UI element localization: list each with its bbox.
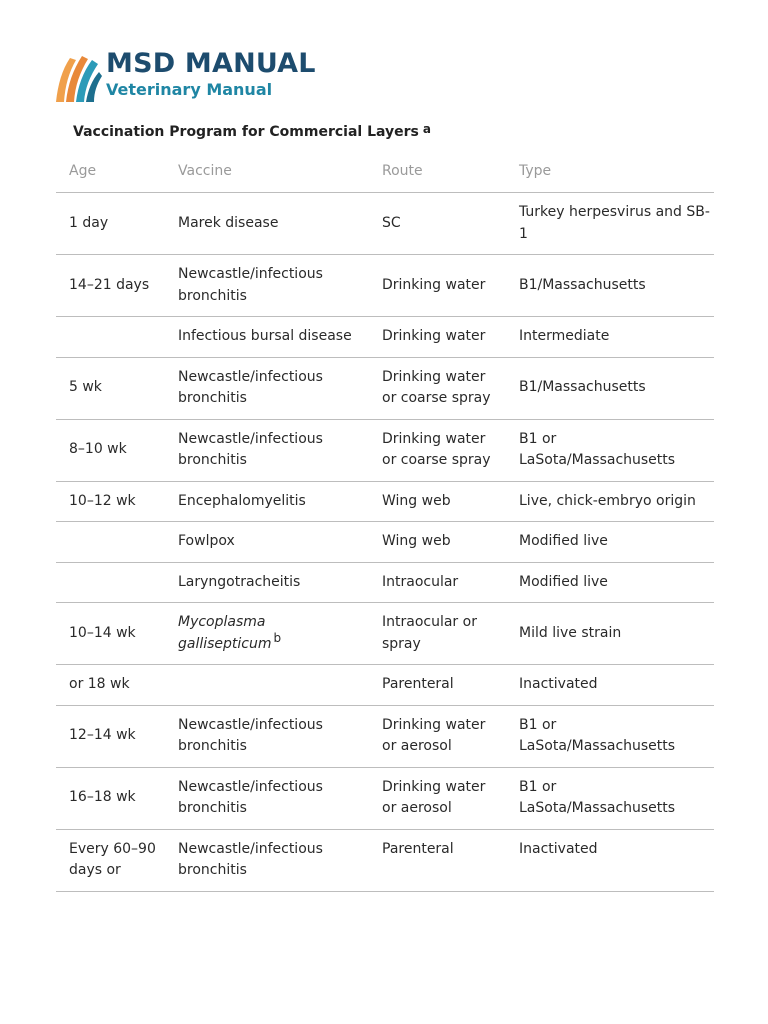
column-header-age: Age (56, 151, 165, 193)
cell-route: Drinking water (369, 317, 506, 358)
cell-age: 10–14 wk (56, 603, 165, 665)
table-row (56, 522, 714, 563)
cell-vaccine (165, 603, 369, 665)
table-title (73, 124, 431, 140)
cell-age: 8–10 wk (56, 419, 165, 481)
cell-route: Wing web (369, 522, 506, 563)
table-row (56, 193, 714, 255)
cell-route: Parenteral (369, 665, 506, 706)
cell-age: 16–18 wk (56, 767, 165, 829)
cell-vaccine: Newcastle/infectious bronchitis (165, 357, 369, 419)
cell-route: Drinking water (369, 255, 506, 317)
logo-title[interactable]: MSD MANUAL (106, 48, 316, 79)
table-title-text: Vaccination Program for Commercial Layers (73, 124, 419, 140)
column-header-route: Route (369, 151, 506, 193)
cell-vaccine: Laryngotracheitis (165, 562, 369, 603)
cell-type: B1/Massachusetts (506, 357, 714, 419)
cell-type: B1 or LaSota/Massachusetts (506, 705, 714, 767)
cell-route: Intraocular or spray (369, 603, 506, 665)
cell-type: Turkey herpesvirus and SB-1 (506, 193, 714, 255)
cell-type: Intermediate (506, 317, 714, 358)
cell-type: B1/Massachusetts (506, 255, 714, 317)
cell-route: Drinking water or coarse spray (369, 419, 506, 481)
table-row (56, 562, 714, 603)
cell-route: Drinking water or coarse spray (369, 357, 506, 419)
cell-vaccine: Fowlpox (165, 522, 369, 563)
cell-vaccine (165, 665, 369, 706)
cell-route: Wing web (369, 481, 506, 522)
cell-type: Inactivated (506, 665, 714, 706)
column-header-type: Type (506, 151, 714, 193)
cell-age (56, 317, 165, 358)
vaccine-name-italic: Mycoplasma gallisepticum (178, 614, 272, 652)
cell-vaccine: Newcastle/infectious bronchitis (165, 829, 369, 891)
table-header-row (56, 151, 714, 193)
column-header-vaccine: Vaccine (165, 151, 369, 193)
cell-type: Inactivated (506, 829, 714, 891)
table-row (56, 767, 714, 829)
cell-vaccine: Encephalomyelitis (165, 481, 369, 522)
cell-route: Drinking water or aerosol (369, 767, 506, 829)
cell-type: Modified live (506, 522, 714, 563)
title-footnote-marker[interactable]: a (422, 122, 431, 136)
cell-vaccine: Newcastle/infectious bronchitis (165, 255, 369, 317)
cell-route: SC (369, 193, 506, 255)
vaccination-table (56, 151, 714, 892)
table-row (56, 255, 714, 317)
table-row (56, 481, 714, 522)
cell-type: Mild live strain (506, 603, 714, 665)
cell-age (56, 522, 165, 563)
table-row (56, 705, 714, 767)
cell-age: 5 wk (56, 357, 165, 419)
footnote-marker[interactable]: b (273, 630, 282, 645)
cell-route: Intraocular (369, 562, 506, 603)
cell-age: 12–14 wk (56, 705, 165, 767)
cell-vaccine: Newcastle/infectious bronchitis (165, 767, 369, 829)
cell-vaccine: Newcastle/infectious bronchitis (165, 705, 369, 767)
table-row (56, 357, 714, 419)
cell-route: Drinking water or aerosol (369, 705, 506, 767)
site-header (52, 46, 352, 106)
table-row (56, 317, 714, 358)
cell-type: Live, chick-embryo origin (506, 481, 714, 522)
table-row (56, 603, 714, 665)
cell-type: Modified live (506, 562, 714, 603)
cell-age: Every 60–90 days or (56, 829, 165, 891)
table-row (56, 829, 714, 891)
cell-age (56, 562, 165, 603)
table-row (56, 665, 714, 706)
cell-age: 14–21 days (56, 255, 165, 317)
cell-age: or 18 wk (56, 665, 165, 706)
cell-age: 1 day (56, 193, 165, 255)
table-row (56, 419, 714, 481)
logo-subtitle: Veterinary Manual (106, 80, 273, 99)
msd-logo-icon[interactable] (52, 48, 102, 104)
cell-type: B1 or LaSota/Massachusetts (506, 419, 714, 481)
cell-vaccine: Marek disease (165, 193, 369, 255)
cell-age: 10–12 wk (56, 481, 165, 522)
cell-type: B1 or LaSota/Massachusetts (506, 767, 714, 829)
cell-route: Parenteral (369, 829, 506, 891)
cell-vaccine: Newcastle/infectious bronchitis (165, 419, 369, 481)
cell-vaccine: Infectious bursal disease (165, 317, 369, 358)
